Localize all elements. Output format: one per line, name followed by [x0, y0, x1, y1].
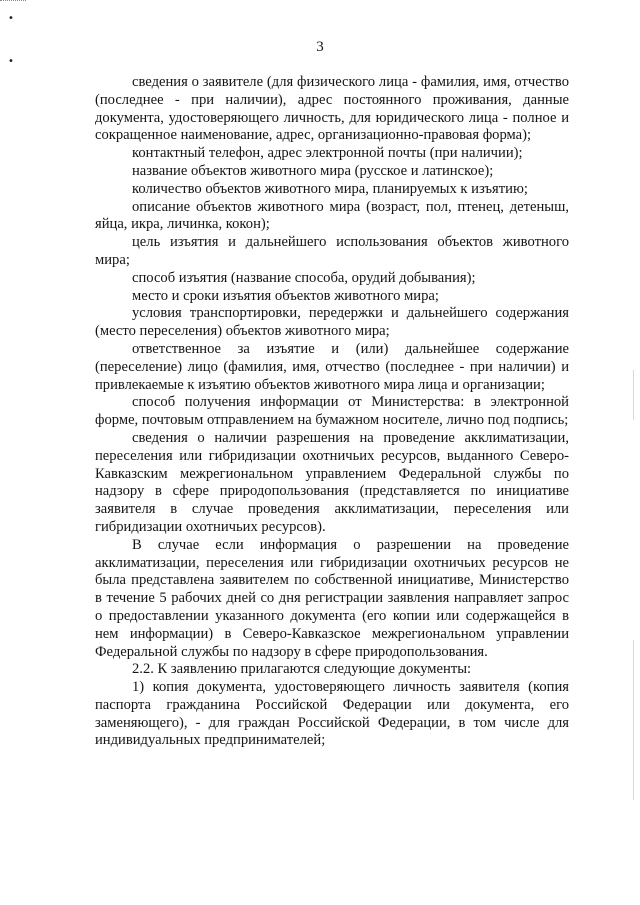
paragraph: контактный телефон, адрес электронной почты (при наличии); — [132, 145, 523, 162]
paragraph: описание объектов животного мира (возраст, пол, птенец, детеныш, яйца, икра, личинка, кокон); — [95, 198, 569, 233]
scan-mark-top: • — [8, 13, 14, 24]
document-body — [95, 74, 569, 750]
paragraph: В случае если информация о разрешении на проведение акклиматизации, переселения или гибридизации охотничьих ресурсов не была представлена заявителем по собственной инициативе, Министерство в течение 5 рабочих дней со дня регистрации заявления направляет запрос о предоставлении указанного документа (его копии или содержащейся в нем информации) в Северо-Кавказское межрегиональном управлении Федеральной службы по надзору в сфере природопользования. — [95, 536, 569, 660]
paragraph: место и сроки изъятия объектов животного мира; — [132, 287, 439, 304]
scan-edge-shadow — [633, 370, 634, 420]
page-number: 3 — [316, 39, 324, 55]
scan-mark-left: • — [8, 56, 14, 67]
scan-artifact — [0, 0, 26, 3]
paragraph: сведения о заявителе (для физического лица - фамилия, имя, отчество (последнее - при наличии), адрес постоянного проживания, данные документа, удостоверяющего личность, для юридического лица - полное и сокращенное наименование, адрес, организационно-правовая форма); — [95, 74, 569, 144]
paragraph: количество объектов животного мира, планируемых к изъятию; — [132, 180, 528, 197]
scan-edge-shadow — [633, 640, 634, 800]
paragraph: 2.2. К заявлению прилагаются следующие документы: — [132, 661, 472, 678]
paragraph: способ изъятия (название способа, орудий добывания); — [132, 269, 476, 286]
paragraph: цель изъятия и дальнейшего использования объектов животного мира; — [95, 234, 569, 268]
paragraph: ответственное за изъятие и (или) дальнейшее содержание (переселение) лицо (фамилия, имя, отчество (последнее - при наличии) и привлекаемые к изъятию объектов животного мира лица и организации; — [95, 340, 569, 393]
paragraph: сведения о наличии разрешения на проведение акклиматизации, переселения или гибридизации охотничьих ресурсов, выданного Северо-Кавказским межрегиональном управлением Федеральной службы по надзору в сфере природопользования (представляется по инициативе заявителя в случае проведения акклиматизации, переселения или гибридизации охотничьих ресурсов). — [95, 429, 569, 535]
paragraph: название объектов животного мира (русское и латинское); — [132, 162, 494, 179]
paragraph: 1) копия документа, удостоверяющего личность заявителя (копия паспорта гражданина Российской Федерации или документа, его заменяющего), - для граждан Российской Федерации, в том числе для индивидуальных предпринимателей; — [95, 679, 569, 749]
paragraph: способ получения информации от Министерства: в электронной форме, почтовым отправлением на бумажном носителе, лично под подпись; — [95, 394, 569, 429]
paragraph: условия транспортировки, передержки и дальнейшего содержания (место переселения) объектов животного мира; — [95, 305, 569, 340]
